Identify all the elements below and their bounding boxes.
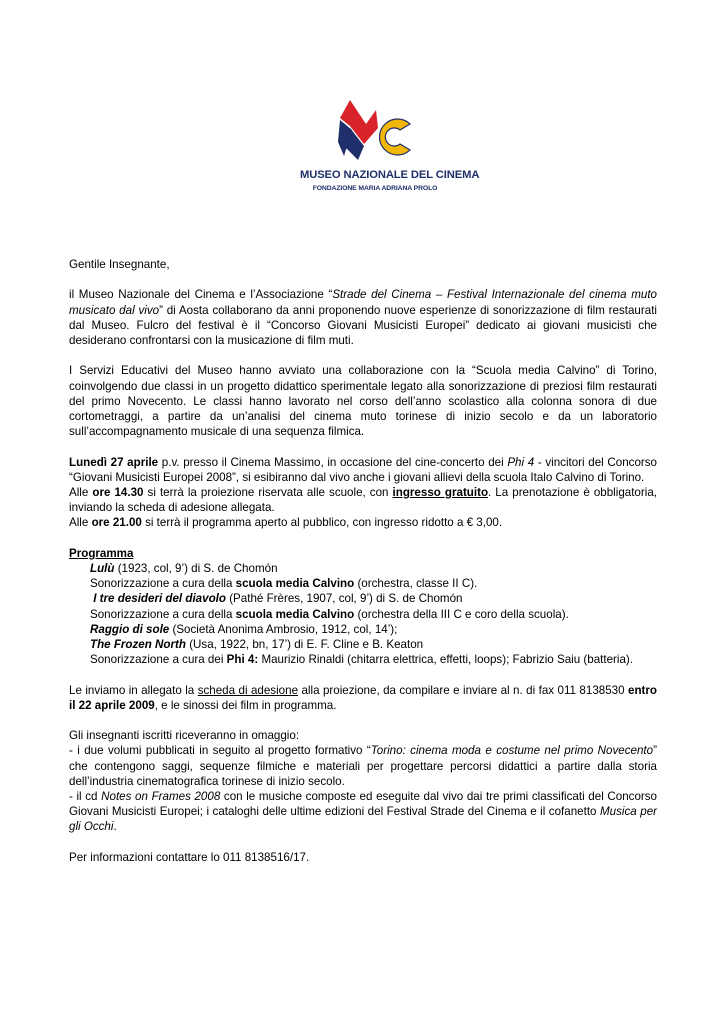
sound-credit-1: [90, 576, 657, 591]
school-screening-paragraph: [69, 485, 657, 515]
intro-paragraph: [69, 287, 657, 348]
band-name: Phi 4:: [226, 653, 259, 667]
gift-cd: [69, 789, 657, 835]
film-info: (Società Anonima Ambrosio, 1912, col, 14’);: [169, 622, 398, 636]
time-public: ore 21.00: [91, 516, 142, 530]
logo-subtitle: FONDAZIONE MARIA ADRIANA PROLO: [312, 185, 438, 192]
text: Le inviamo in allegato la: [69, 683, 198, 697]
film-info: (Pathé Frères, 1907, col, 9’) di S. de Chomón: [225, 592, 463, 606]
festival-name: Strade del Cinema – Festival Internazionale del cinema muto musicato dal vivo: [69, 288, 657, 317]
text: Alle: [69, 486, 93, 499]
logo-title: MUSEO NAZIONALE DEL CINEMA: [300, 169, 480, 181]
public-screening-paragraph: [69, 515, 657, 530]
school-name: scuola media Calvino: [235, 607, 355, 621]
text: si terrà il programma aperto al pubblico, con ingresso ridotto a € 3,00.: [141, 516, 503, 530]
programma-heading: [69, 546, 657, 561]
text: con le musiche composte ed eseguite dal vivo dai tre primi classificati del Concorso Giovani Musicisti Europei; i cataloghi delle ultime edizioni del Festival Strade del Cinema e il cofanetto: [69, 790, 658, 819]
text: p.v. presso il Cinema Massimo, in occasione del cine-concerto dei: [158, 455, 508, 469]
scheda-adesione-link: scheda di adesione: [197, 683, 299, 697]
deadline: entro il 22 aprile 2009: [69, 683, 657, 712]
attachment-paragraph: [69, 683, 657, 713]
text: Sonorizzazione a cura dei: [90, 653, 227, 667]
event-paragraph: [69, 455, 657, 485]
film-title: Lulù: [90, 562, 115, 575]
text: Maurizio Rinaldi (chitarra elettrica, effetti, loops); Fabrizio Saiu (batteria).: [258, 653, 634, 667]
text: - vincitori del Concorso “Giovani Musicisti Europei 2008”, si esibiranno dal vivo anche i giovani allievi della scuola Italo Calvino di Torino.: [69, 455, 657, 484]
free-entry: ingresso gratuito: [392, 486, 489, 499]
film-title: Raggio di sole: [90, 622, 170, 636]
programma-label: Programma: [69, 546, 134, 560]
mnc-logo-mark-icon: [336, 98, 416, 170]
text: , e le sinossi dei film in programma.: [154, 698, 337, 712]
film-tre-desideri: [90, 591, 657, 606]
film-lulu: [90, 561, 657, 576]
text: il Museo Nazionale del Cinema e l’Associazione “: [69, 288, 333, 302]
gifts-intro: Gli insegnanti iscritti riceveranno in omaggio:: [69, 729, 300, 743]
time-school: ore 14.30: [92, 486, 144, 499]
gift-books: [69, 743, 657, 789]
film-title: I tre desideri del diavolo: [93, 592, 226, 606]
text: . La prenotazione è obbligatoria, inviando la scheda di adesione allegata.: [69, 486, 657, 515]
text: alla proiezione, da compilare e inviare al n. di fax 011 8138530: [298, 683, 628, 697]
letter-body: [69, 257, 657, 865]
sound-credit-2: [90, 607, 657, 622]
project-paragraph: I Servizi Educativi del Museo hanno avviato una collaborazione con la “Scuola media Calvino” di Torino, coinvolgendo due classi in un progetto didattico sperimentale legato alla sonorizzazione di preziosi film restaurati del primo Novecento. Le classi hanno lavorato nel corso dell’anno scolastico alla colonna sonora di due cortometraggi, a partire da un’analisi del cinema muto torinese di inizio secolo e da un laboratorio sull’accompagnamento musicale di una sequenza filmica.: [69, 364, 657, 439]
text: Sonorizzazione a cura della: [90, 577, 236, 591]
sound-credit-3: [90, 652, 657, 667]
contact-info: Per informazioni contattare lo 011 8138516/17.: [69, 850, 310, 864]
text: ” di Aosta collaborano da anni proponendo nuove esperienze di sonorizzazione di film restaurati dal Museo. Fulcro del festival è il “Concorso Giovani Musicisti Europei” dedicato ai giovani musicisti che desiderano confrontarsi con la musicazione di film muti.: [69, 303, 657, 347]
film-info: (Usa, 1922, bn, 17’) di E. F. Cline e B. Keaton: [185, 638, 424, 652]
school-name: scuola media Calvino: [235, 577, 355, 591]
text: Sonorizzazione a cura della: [90, 607, 236, 621]
programma-list: [69, 561, 657, 667]
text: (orchestra, classe II C).: [354, 577, 478, 591]
text: .: [113, 820, 117, 834]
film-info: (1923, col, 9’) di S. de Chomón: [114, 562, 278, 575]
cd-title: Notes on Frames 2008: [101, 790, 221, 804]
film-raggio-di-sole: [90, 622, 657, 637]
text: ” che contengono saggi, sequenze filmiche e materiali per progettare percorsi didattici a partire dalla storia dell’industria cinematografica torinese di inizio secolo.: [69, 744, 657, 788]
text: - il cd: [69, 790, 102, 804]
text: si terrà la proiezione riservata alle scuole, con: [143, 486, 393, 499]
salutation: Gentile Insegnante,: [69, 258, 170, 271]
film-title: The Frozen North: [90, 638, 186, 652]
book-title: Torino: cinema moda e costume nel primo Novecento: [370, 744, 654, 758]
box-title: Musica per gli Occhi: [69, 805, 657, 834]
phi4-name: Phi 4: [507, 455, 535, 469]
event-date: Lunedì 27 aprile: [69, 455, 159, 469]
museum-logo: [300, 98, 480, 208]
text: Alle: [69, 516, 92, 530]
text: - i due volumi pubblicati in seguito al progetto formativo “: [69, 744, 371, 758]
film-frozen-north: [90, 637, 657, 652]
text: (orchestra della III C e coro della scuola).: [354, 607, 569, 621]
